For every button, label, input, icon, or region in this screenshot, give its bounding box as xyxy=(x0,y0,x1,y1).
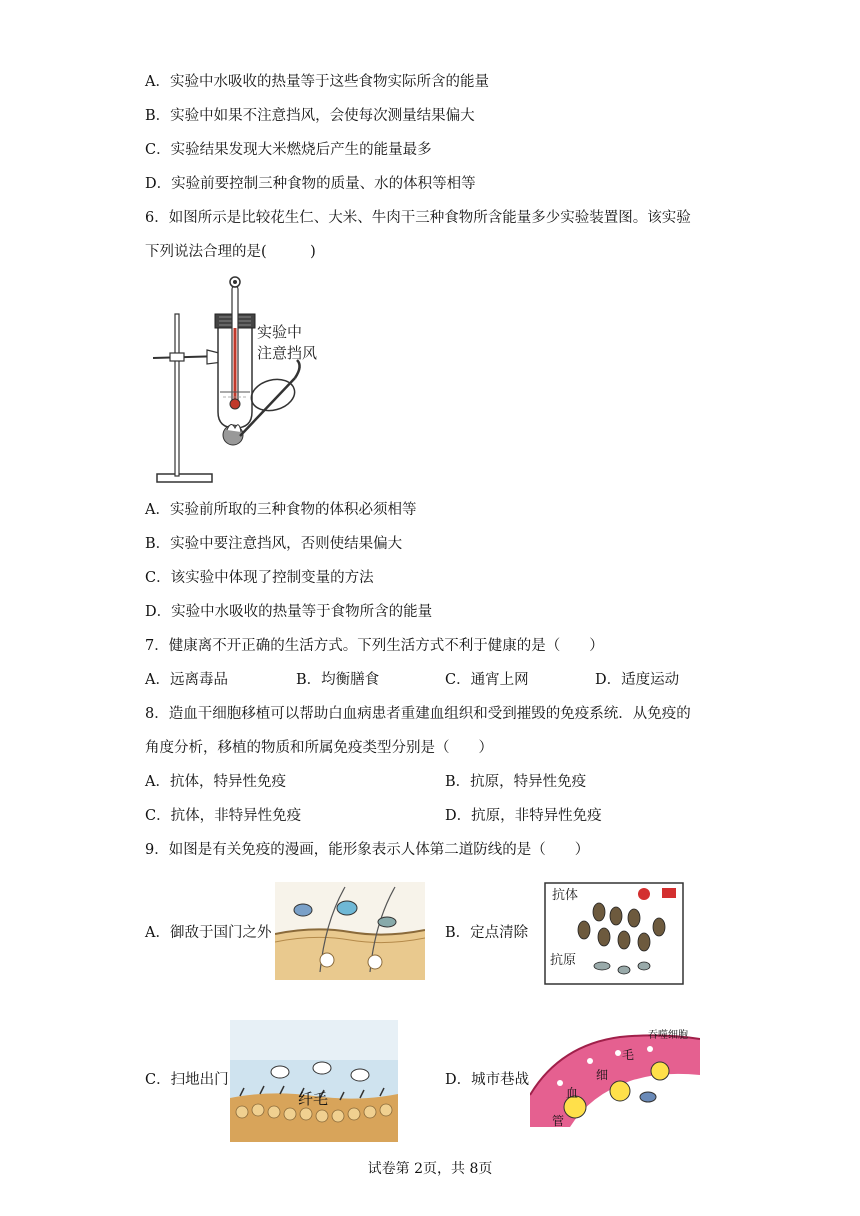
q7-option-c: C．通宵上网 xyxy=(445,672,529,688)
cartoon-cilia-sweeping xyxy=(230,1020,398,1142)
label-xi: 细 xyxy=(596,1068,609,1082)
q6-stem-line2: 下列说法合理的是( ) xyxy=(145,244,316,260)
q8-option-b: B．抗原，特异性免疫 xyxy=(445,774,587,790)
q7-option-b: B．均衡膳食 xyxy=(296,672,380,688)
q8-stem-line1: 8．造血干细胞移植可以帮助白血病患者重建血组织和受到摧毁的免疫系统．从免疫的 xyxy=(145,706,691,722)
q5-option-c: C．实验结果发现大米燃烧后产生的能量最多 xyxy=(145,142,432,158)
q8-option-c: C．抗体，非特异性免疫 xyxy=(145,808,302,824)
calorimeter-apparatus-figure xyxy=(145,270,345,490)
label-guan: 管 xyxy=(552,1114,565,1127)
cartoon-skin-barrier xyxy=(275,882,425,980)
q8-option-a: A．抗体，特异性免疫 xyxy=(145,774,286,790)
label-antigen: 抗原 xyxy=(550,953,577,968)
q6-option-c: C．该实验中体现了控制变量的方法 xyxy=(145,570,374,586)
q9-option-b: B．定点清除 xyxy=(445,925,529,941)
label-phagocyte: 吞噬细胞 xyxy=(648,1030,688,1041)
q5-option-b: B．实验中如果不注意挡风，会使每次测量结果偏大 xyxy=(145,108,475,124)
figure-label-line2: 注意挡风 xyxy=(257,344,318,362)
label-cilia: 纤毛 xyxy=(298,1090,329,1108)
q7-stem: 7．健康离不开正确的生活方式。下列生活方式不利于健康的是（ ） xyxy=(145,638,604,654)
q9-option-d: D．城市巷战 xyxy=(445,1072,530,1088)
q6-option-d: D．实验中水吸收的热量等于食物所含的能量 xyxy=(145,604,433,620)
q8-option-d: D．抗原，非特异性免疫 xyxy=(445,808,602,824)
stand-rod xyxy=(175,314,179,476)
cartoon-antibody-antigen xyxy=(544,882,684,985)
page-footer: 试卷第 2页，共 8页 xyxy=(367,1161,493,1177)
label-xue: 血 xyxy=(566,1086,579,1100)
q6-stem-line1: 6．如图所示是比较花生仁、大米、牛肉干三种食物所含能量多少实验装置图。该实验 xyxy=(145,210,691,226)
q5-option-d: D．实验前要控制三种食物的质量、水的体积等相等 xyxy=(145,176,476,192)
q7-option-a: A．远离毒品 xyxy=(145,672,228,688)
q5-option-a: A．实验中水吸收的热量等于这些食物实际所含的能量 xyxy=(145,74,489,90)
q9-stem: 9．如图是有关免疫的漫画，能形象表示人体第二道防线的是（ ） xyxy=(145,842,590,858)
q8-stem-line2: 角度分析，移植的物质和所属免疫类型分别是（ ） xyxy=(145,740,493,756)
figure-label-line1: 实验中 xyxy=(257,323,303,341)
q7-option-d: D．适度运动 xyxy=(595,672,680,688)
q9-option-c: C．扫地出门 xyxy=(145,1072,229,1088)
q6-option-b: B．实验中要注意挡风，否则使结果偏大 xyxy=(145,536,403,552)
label-mao: 毛 xyxy=(622,1048,635,1062)
stand-base xyxy=(157,474,212,482)
cartoon-phagocyte-vessel xyxy=(530,1025,700,1127)
q9-option-a: A．御敌于国门之外 xyxy=(145,925,272,941)
q6-option-a: A．实验前所取的三种食物的体积必须相等 xyxy=(145,502,417,518)
label-antibody: 抗体 xyxy=(552,888,579,903)
